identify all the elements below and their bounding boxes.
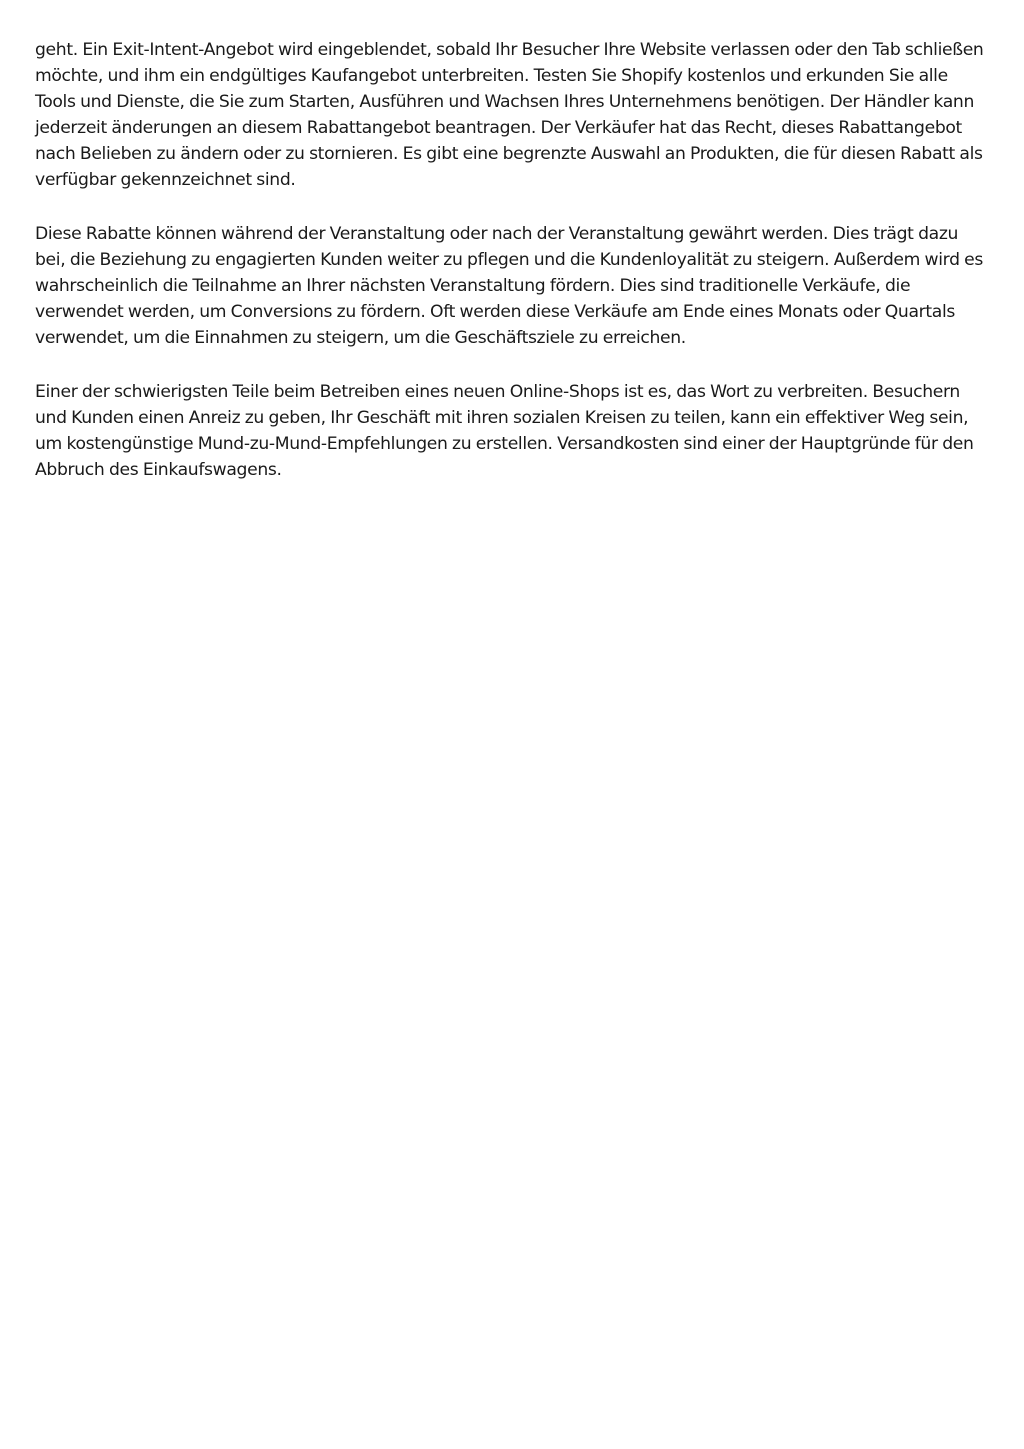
paragraph-event-discounts: Diese Rabatte können während der Veranstaltung oder nach der Veranstaltung gewährt werden. Dies trägt dazu bei, die Beziehung zu engagierten Kunden weiter zu pflegen und die Kundenloyalität zu steigern. Außerdem wird es wahrscheinlich die Teilnahme an Ihrer nächsten Veranstaltung fördern. Dies sind traditionelle Verkäufe, die verwendet werden, um Conversions zu fördern. Oft werden diese Verkäufe am Ende eines Monats oder Quartals verwendet, um die Einnahmen zu steigern, um die Geschäftsziele zu erreichen. bbox=[35, 224, 983, 348]
paragraph-word-of-mouth: Einer der schwierigsten Teile beim Betreiben eines neuen Online-Shops ist es, das Wort zu verbreiten. Besuchern und Kunden einen Anreiz zu geben, Ihr Geschäft mit ihren sozialen Kreisen zu teilen, kann ein effektiver Weg sein, um kostengünstige Mund-zu-Mund-Empfehlungen zu erstellen. Versandkosten sind einer der Hauptgründe für den Abbruch des Einkaufswagens. bbox=[35, 382, 974, 480]
document-body bbox=[35, 37, 990, 511]
paragraph-exit-intent-offer: geht. Ein Exit-Intent-Angebot wird eingeblendet, sobald Ihr Besucher Ihre Website verlassen oder den Tab schließen möchte, und ihm ein endgültiges Kaufangebot unterbreiten. Testen Sie Shopify kostenlos und erkunden Sie alle Tools und Dienste, die Sie zum Starten, Ausführen und Wachsen Ihres Unternehmens benötigen. Der Händler kann jederzeit änderungen an diesem Rabattangebot beantragen. Der Verkäufer hat das Recht, dieses Rabattangebot nach Belieben zu ändern oder zu stornieren. Es gibt eine begrenzte Auswahl an Produkten, die für diesen Rabatt als verfügbar gekennzeichnet sind. bbox=[35, 40, 984, 190]
